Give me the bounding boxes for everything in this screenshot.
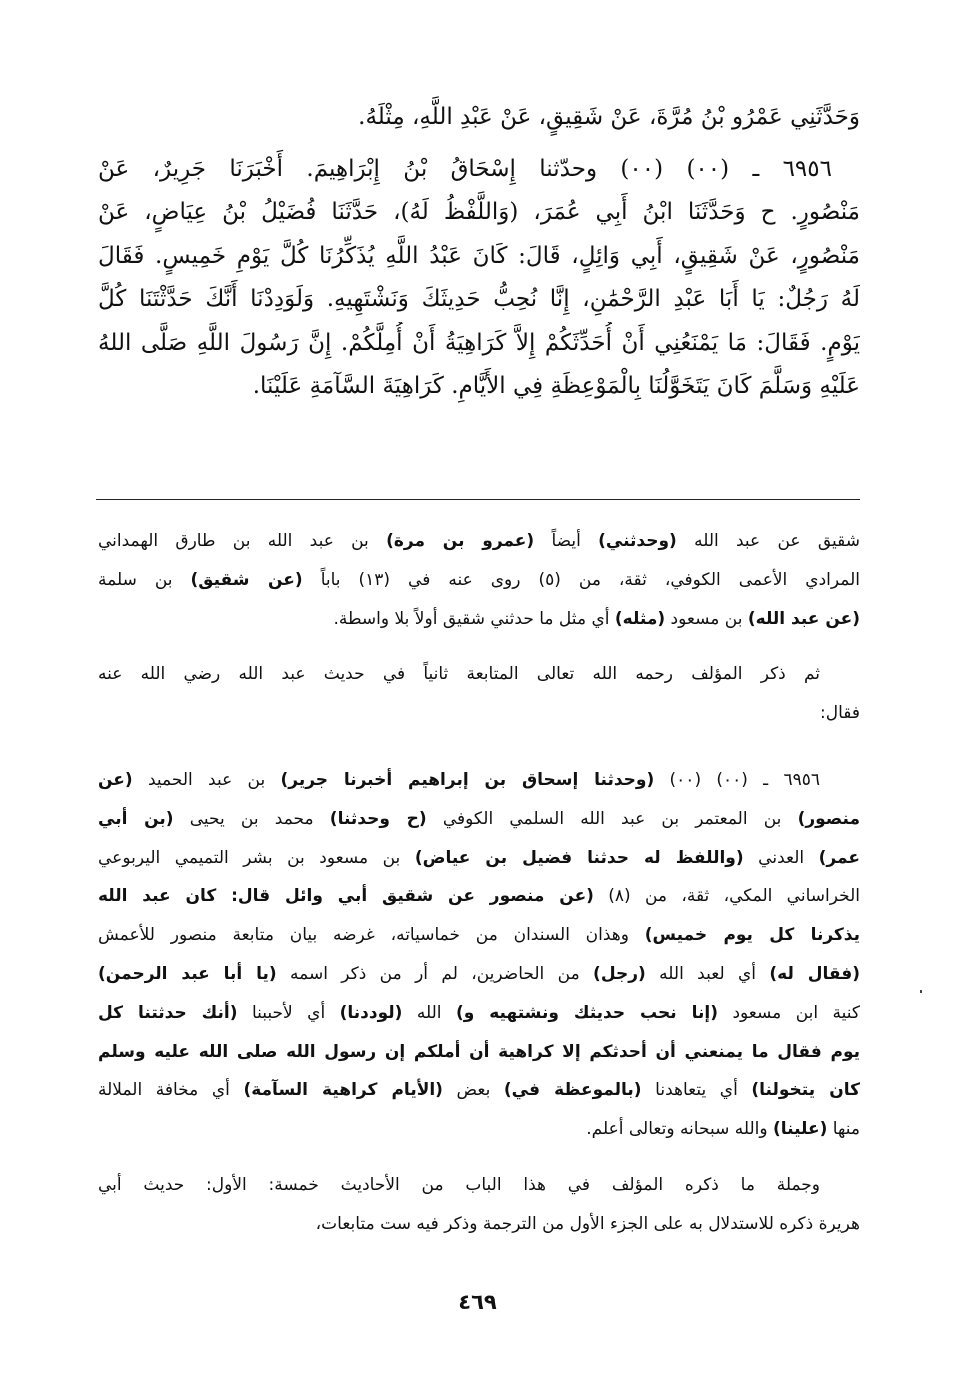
commentary-text: منها <box>827 1119 860 1140</box>
commentary-line <box>98 1033 860 1072</box>
quoted-hadith-text: (لوددنا) <box>339 1002 403 1023</box>
commentary-line <box>98 916 860 955</box>
commentary-line <box>98 994 860 1033</box>
commentary-text: المرادي الأعمى الكوفي، ثقة، من (٥) روى عنه في (١٣) باباً <box>302 569 860 590</box>
quoted-hadith-text: (وحدثني) <box>598 531 677 551</box>
commentary-line <box>98 561 860 600</box>
commentary-paragraph <box>98 522 860 638</box>
commentary-text: وجملة ما ذكره المؤلف في هذا الباب من الأحاديث خمسة: الأول: حديث أبي <box>98 1174 820 1195</box>
commentary-line <box>98 1110 860 1149</box>
commentary-paragraph <box>98 1166 860 1244</box>
commentary-paragraph <box>98 761 860 1149</box>
commentary-text: أي لأحببنا <box>237 1002 340 1023</box>
quoted-hadith-text: (فقال له) <box>769 963 860 984</box>
commentary-line <box>98 522 860 561</box>
commentary-line <box>98 1071 860 1110</box>
hadith-line: مَنْصُورٍ. ح وَحَدَّثَنَا ابْنُ أَبِي عُمَرَ، (وَاللَّفْظُ لَهُ)، حَدَّثَنَا فُضَيْلُ بْنُ عِيَاضٍ، عَنْ <box>98 199 860 225</box>
commentary-text: أي يتعاهدنا <box>641 1080 752 1101</box>
commentary-paragraph <box>98 655 860 733</box>
quoted-hadith-text: (إنا نحب حديثك ونشتهيه و) <box>455 1002 718 1023</box>
scan-speck <box>920 990 922 993</box>
commentary-text: والله سبحانه وتعالى أعلم. <box>586 1119 773 1140</box>
commentary-text: شقيق عن عبد الله <box>676 531 860 551</box>
commentary-line <box>98 600 860 639</box>
commentary-text: من الحاضرين، لم أر من ذكر اسمه <box>276 963 594 984</box>
quoted-hadith-text: (بالموعظة في) <box>503 1080 642 1101</box>
hadith-text <box>98 96 860 409</box>
hadith-line: عَلَيْهِ وَسَلَّمَ كَانَ يَتَخَوَّلُنَا بِالْمَوْعِظَةِ فِي الأَيَّامِ. كَرَاهِيَةَ السَّآمَةِ عَلَيْنَا. <box>252 373 860 399</box>
quoted-hadith-text: يذكرنا كل يوم خميس) <box>644 925 860 946</box>
quoted-hadith-text: (ح وحدثنا) <box>329 808 427 829</box>
quoted-hadith-text: يوم فقال ما يمنعني أن أحدثكم إلا كراهية أن أملكم إن رسول الله صلى الله عليه وسلم <box>98 1041 860 1062</box>
quoted-hadith-text: (أنك حدثتنا كل <box>98 1002 238 1023</box>
commentary-line <box>98 877 860 916</box>
hadith-line: ٦٩٥٦ ـ (٠٠) (٠٠) وحدّثنا إِسْحَاقُ بْنُ إِبْرَاهِيمَ. أَخْبَرَنَا جَرِيرٌ، عَنْ <box>98 155 832 182</box>
commentary-text: العدني <box>743 847 819 868</box>
hadith-line: لَهُ رَجُلٌ: يَا أَبَا عَبْدِ الرَّحْمَٰنِ، إِنَّا نُحِبُّ حَدِيثَكَ وَنَشْتَهِيهِ. وَلَوَدِدْنَا أَنَّكَ حَدَّثْتَنَا كُلَّ <box>98 286 860 312</box>
commentary-text: هريرة ذكره للاستدلال به على الجزء الأول من الترجمة وذكر فيه ست متابعات، <box>315 1213 860 1234</box>
commentary-line <box>98 655 860 694</box>
quoted-hadith-text: (عن <box>98 769 133 790</box>
quoted-hadith-text: (عن عبد الله) <box>747 608 860 629</box>
commentary-text: كنية ابن مسعود <box>718 1002 860 1023</box>
quoted-hadith-text: (علينا) <box>772 1119 828 1140</box>
commentary-text: أيضاً <box>534 531 599 551</box>
commentary-text: بن مسعود بن بشر التميمي اليربوعي <box>98 847 415 868</box>
commentary-line <box>98 955 860 994</box>
quoted-hadith-text: (مثله) <box>614 608 666 629</box>
quoted-hadith-text: عمر) <box>818 847 860 868</box>
hadith-line: وَحَدَّثَنِي عَمْرُو بْنُ مُرَّةَ، عَنْ شَقِيقٍ، عَنْ عَبْدِ اللَّهِ، مِثْلَهُ. <box>358 104 860 130</box>
quoted-hadith-text: (يا أبا عبد الرحمن) <box>98 963 277 984</box>
quoted-hadith-text: (عمرو بن مرة) <box>386 531 535 551</box>
hadith-line: مَنْصُورٍ، عَنْ شَقِيقٍ، أَبِي وَائِلٍ، قَالَ: كَانَ عَبْدُ اللَّهِ يُذَكِّرُنَا كُلَّ يَوْمِ خَمِيسٍ. فَقَالَ <box>98 242 860 269</box>
commentary-text: بن عبد الحميد <box>132 769 281 790</box>
commentary-text: أي لعبد الله <box>645 963 770 984</box>
quoted-hadith-text: (الأيام كراهية السآمة) <box>243 1080 443 1101</box>
commentary-text: ثم ذكر المؤلف رحمه الله تعالى المتابعة ثانياً في حديث عبد الله رضي الله عنه <box>98 664 820 685</box>
commentary-text: بعض <box>442 1080 504 1101</box>
commentary-text: بن عبد الله بن طارق الهمداني <box>98 531 387 551</box>
commentary-text: بن مسعود <box>665 608 748 629</box>
commentary-line <box>98 839 860 878</box>
commentary-text: محمد بن يحيى <box>173 808 330 829</box>
quoted-hadith-text: منصور) <box>797 808 860 829</box>
commentary-text: الخراساني المكي، ثقة، من (٨) <box>593 886 860 907</box>
commentary-line <box>98 694 860 733</box>
quoted-hadith-text: (عن منصور عن شقيق أبي وائل قال: كان عبد الله <box>98 886 594 907</box>
quoted-hadith-text: (واللفظ له حدثنا فضيل بن عياض) <box>414 847 744 868</box>
commentary-text: وهذان السندان من خماسياته، غرضه بيان متابعة منصور للأعمش <box>98 925 645 946</box>
quoted-hadith-text: (بن أبي <box>98 808 174 829</box>
commentary-text: أي مثل ما حدثني شقيق أولاً بلا واسطة. <box>333 608 615 629</box>
commentary-text: بن المعتمر بن عبد الله السلمي الكوفي <box>426 808 798 829</box>
page-number: ٤٦٩ <box>458 1290 497 1314</box>
quoted-hadith-text: (رجل) <box>593 963 646 984</box>
commentary-line <box>98 1166 860 1205</box>
hadith-line: يَوْمٍ. فَقَالَ: مَا يَمْنَعُنِي أَنْ أُحَدِّثَكُمْ إِلاَّ كَرَاهِيَةُ أَنْ أُمِلَّكُمْ. إِنَّ رَسُولَ اللَّهِ صَلَّى اللهُ <box>98 329 860 356</box>
section-divider <box>96 499 860 500</box>
commentary-text: ٦٩٥٦ ـ (٠٠) (٠٠) <box>654 769 820 790</box>
commentary-text: الله <box>402 1002 456 1023</box>
commentary-text: أي مخافة الملالة <box>98 1080 244 1101</box>
quoted-hadith-text: كان يتخولنا) <box>751 1080 860 1101</box>
quoted-hadith-text: (عن شقيق) <box>190 569 303 590</box>
commentary <box>98 522 860 1244</box>
commentary-text: بن سلمة <box>98 569 191 590</box>
commentary-line <box>98 800 860 839</box>
commentary-line <box>98 1205 860 1244</box>
commentary-line <box>98 761 860 800</box>
quoted-hadith-text: (وحدثنا إسحاق بن إبراهيم أخبرنا جرير) <box>280 769 655 790</box>
commentary-text: فقال: <box>820 703 860 724</box>
